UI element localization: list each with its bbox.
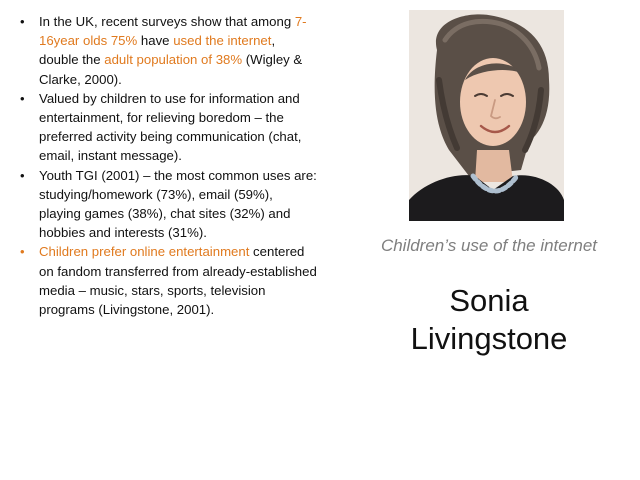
- portrait-illustration: [409, 10, 564, 221]
- bullet-text-highlight: used the internet: [173, 33, 272, 49]
- bullet-dot-icon: •: [20, 167, 25, 183]
- bullet-text-segment: , double the: [39, 33, 276, 68]
- bullet-text-highlight: adult population of 38%: [104, 52, 243, 68]
- bullet-text-segment: have: [137, 33, 174, 49]
- slide-caption: Children’s use of the internet: [380, 236, 598, 255]
- portrait-photo: [409, 10, 564, 221]
- bullet-text-segment: Valued by children to use for information and entertainment, for relieving boredom – the preferred activity being communication (chat, email, instant message).: [39, 90, 302, 164]
- bullet-text-segment: Youth TGI (2001) – the most common uses are: studying/homework (73%), email (59%), playing games (38%), chat sites (32%) and hobbies and interests (31%).: [39, 167, 317, 241]
- bullet-text-segment: (Wigley & Clarke, 2000).: [39, 52, 303, 87]
- bullet-dot-icon: •: [20, 90, 25, 106]
- bullet-item: [18, 166, 318, 243]
- speaker-name: [360, 282, 618, 358]
- bullet-text-segment: centered on fandom transferred from already-established media – music, stars, sports, television programs (Livingstone, 2001).: [39, 244, 317, 318]
- bullet-list: [18, 12, 318, 319]
- bullet-text-highlight: 7-16year olds 75%: [39, 14, 307, 49]
- bullet-dot-icon: •: [20, 244, 25, 260]
- bullet-item: [18, 89, 318, 166]
- bullet-dot-icon: •: [20, 14, 25, 29]
- bullet-text-highlight: Children prefer online entertainment: [39, 244, 250, 260]
- bullet-item: [18, 242, 318, 319]
- speaker-first-name: Sonia: [449, 283, 529, 318]
- bullet-item: [18, 12, 318, 89]
- bullet-text-segment: In the UK, recent surveys show that among: [39, 14, 295, 29]
- speaker-last-name: Livingstone: [410, 321, 568, 356]
